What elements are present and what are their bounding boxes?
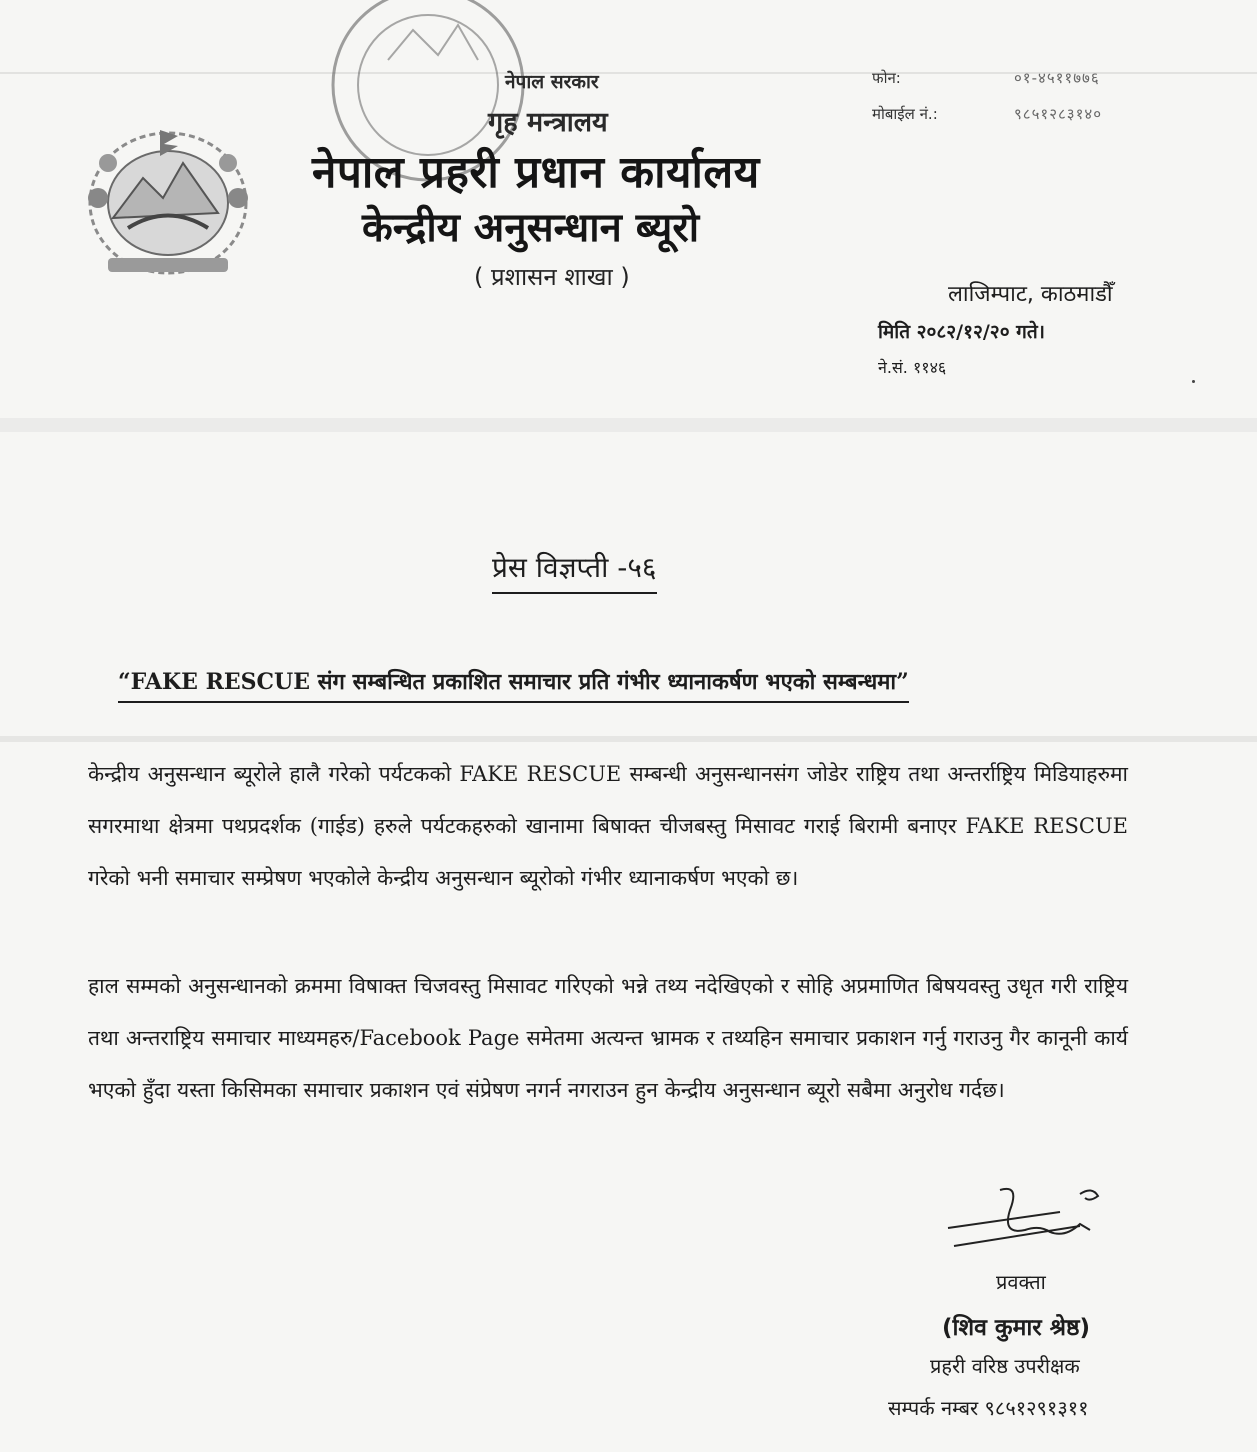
address: लाजिम्पाट, काठमाडौँ [948,282,1113,307]
scan-dot [1192,380,1195,383]
phone-label: फोन: [872,69,901,87]
handwritten-signature-icon [940,1180,1110,1260]
signatory-rank: प्रहरी वरिष्ठ उपरीक्षक [930,1354,1080,1378]
nepal-sambat: ने.सं. ११४६ [878,358,947,377]
press-release-title: प्रेस विज्ञप्ती -५६ [492,548,657,594]
mobile-value: ९८५१२८३१४० [1014,105,1103,123]
office-title: नेपाल प्रहरी प्रधान कार्यालय [312,147,760,198]
scan-artifact [0,736,1257,742]
signatory-phone: सम्पर्क नम्बर ९८५१२९१३११ [888,1396,1089,1420]
nepal-emblem-icon [68,108,268,288]
government-label: नेपाल सरकार [505,71,599,93]
scan-artifact [0,418,1257,432]
subject-heading: “FAKE RESCUE संग सम्बन्धित प्रकाशित समाचार प्रति गंभीर ध्यानाकर्षण भएको सम्बन्धमा” [118,666,909,703]
ministry-label: गृह मन्त्रालय [488,107,608,138]
body-paragraph-1: केन्द्रीय अनुसन्धान ब्यूरोले हालै गरेको पर्यटकको FAKE RESCUE सम्बन्धी अनुसन्धानसंग जोडेर राष्ट्रिय तथा अन्तर्राष्ट्रिय मिडियाहरुमा सगरमाथा क्षेत्रमा पथप्रदर्शक (गाईड) हरुले पर्यटकहरुको खानामा बिषाक्त चीजबस्तु मिसावट गराई बिरामी बनाएर FAKE RESCUE गरेको भनी समाचार सम्प्रेषण भएकोले केन्द्रीय अनुसन्धान ब्यूरोको गंभीर ध्यानाकर्षण भएको छ। [88,762,1128,890]
signatory-name: (शिव कुमार श्रेष्ठ) [942,1315,1091,1341]
branch-label: ( प्रशासन शाखा ) [474,263,630,291]
mobile-label: मोबाईल नं.: [872,105,938,123]
signatory-role: प्रवक्ता [996,1270,1046,1294]
body-paragraph-2: हाल सम्मको अनुसन्धानको क्रममा विषाक्त चिजवस्तु मिसावट गरिएको भन्ने तथ्य नदेखिएको र सोहि अप्रमाणित बिषयवस्तु उधृत गरी राष्ट्रिय तथा अन्तराष्ट्रिय समाचार माध्यमहरु/Facebook Page समेतमा अत्यन्त भ्रामक र तथ्यहिन समाचार प्रकाशन गर्नु गराउनु गैर कानूनी कार्य भएको हुँदा यस्ता किसिमका समाचार प्रकाशन एवं संप्रेषण नगर्न नगराउन हुन केन्द्रीय अनुसन्धान ब्यूरो सबैमा अनुरोध गर्दछ। [88,974,1128,1102]
bureau-title: केन्द्रीय अनुसन्धान ब्यूरो [362,205,700,251]
phone-value: ०१-४५११७७६ [1014,69,1100,87]
date: मिति २०८२/१२/२० गते। [878,321,1045,343]
